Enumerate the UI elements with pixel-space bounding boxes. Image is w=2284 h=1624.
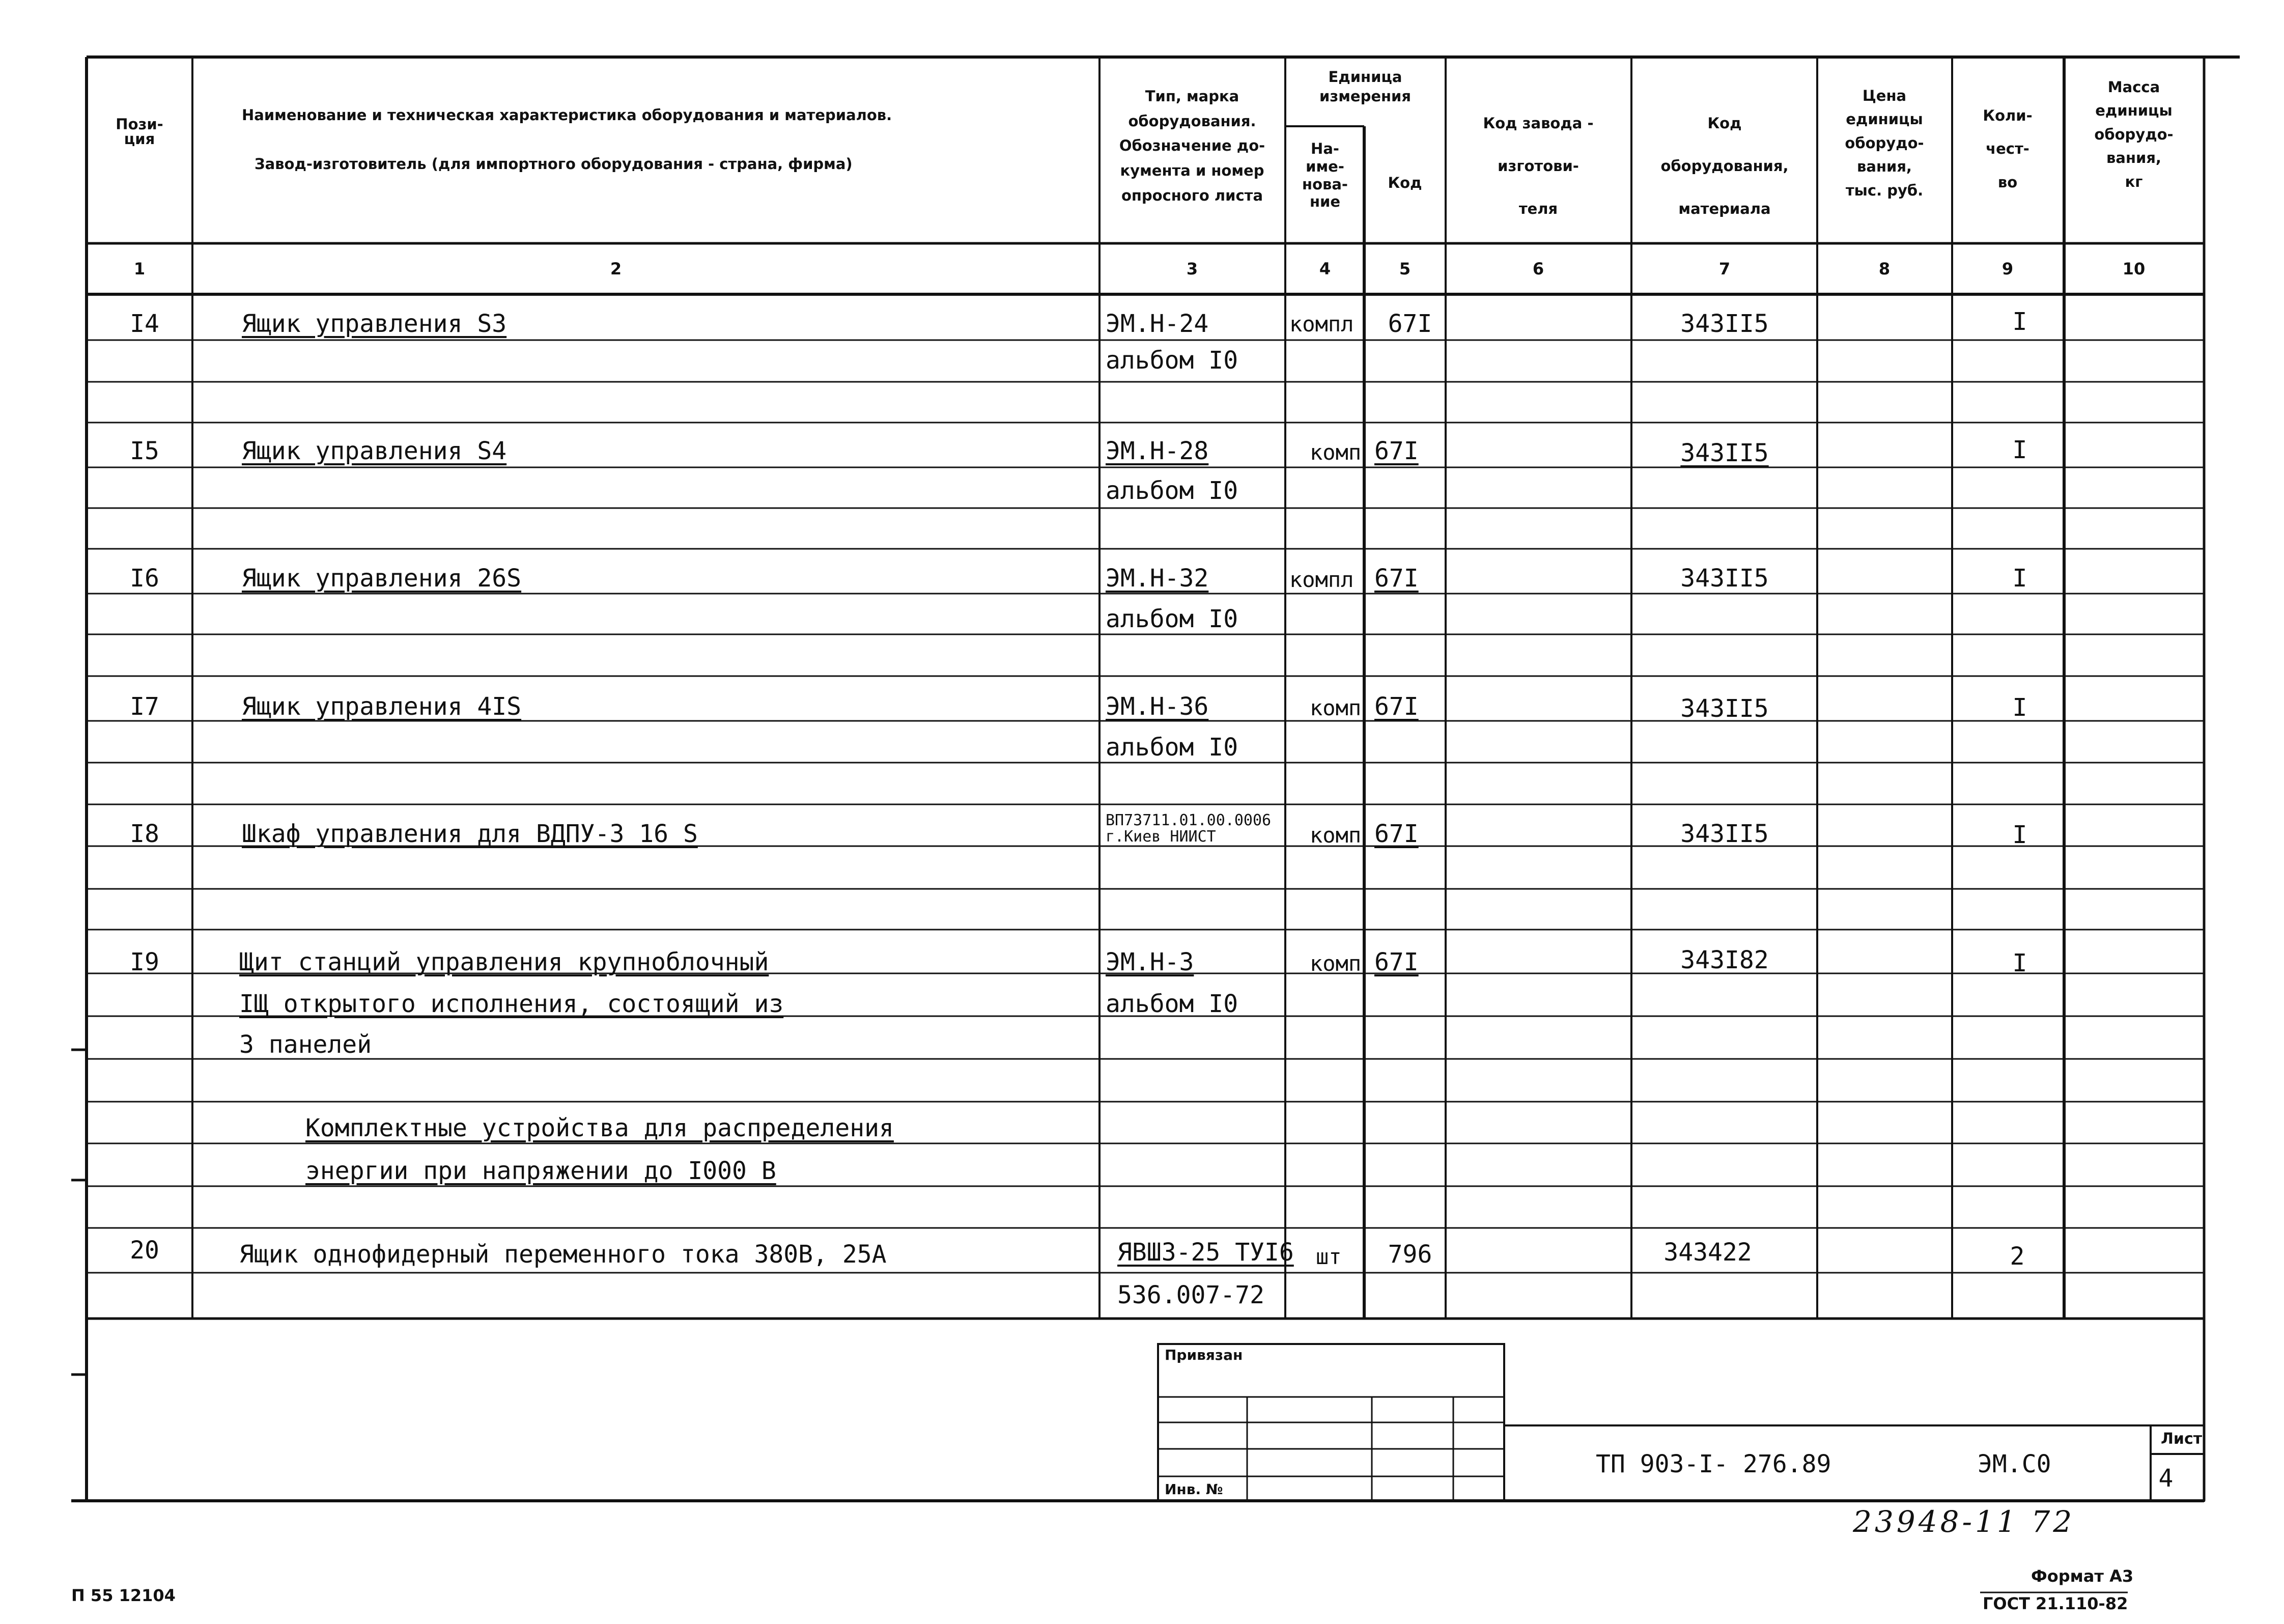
stamp-doc-code: ТП 903-I- 276.89 <box>1596 1450 1831 1478</box>
stamp-privyazan: Привязан <box>1165 1347 1243 1363</box>
row-position: I7 <box>130 692 159 721</box>
row-type-line2: 536.007-72 <box>1117 1281 1264 1309</box>
header-type: Тип, марка оборудования. Обозначение до- кумента и номер опросного листа <box>1119 88 1265 204</box>
row-type: ЭМ.Н-36 <box>1106 692 1209 721</box>
colnum-4: 4 <box>1319 259 1331 278</box>
row-unit: комп <box>1310 823 1362 848</box>
colnum-3: 3 <box>1186 259 1198 278</box>
row-equipment-code: 343II5 <box>1680 310 1769 338</box>
row-equipment-code: 343II5 <box>1680 439 1769 467</box>
row-unit: комп <box>1310 440 1362 465</box>
footer-gost: ГОСТ 21.110-82 <box>1983 1594 2128 1613</box>
row-quantity: 2 <box>2010 1242 2025 1271</box>
row-equipment-code: 343422 <box>1663 1238 1752 1267</box>
row-name: Ящик управления 26S <box>242 564 522 593</box>
header-equipment-code: Код оборудования, материала <box>1660 115 1789 218</box>
stamp-sheet-number: 4 <box>2158 1464 2174 1493</box>
row-type: ЯВШЗ-25 ТУI6 <box>1117 1238 1294 1267</box>
row-type-line2: альбом I0 <box>1106 733 1238 762</box>
row-quantity: I <box>2012 821 2027 849</box>
colnum-1: 1 <box>133 259 146 278</box>
row-type-line2: альбом I0 <box>1106 990 1238 1018</box>
header-quantity: Коли- чест- во <box>1983 107 2033 191</box>
colnum-2: 2 <box>610 259 622 278</box>
footer-left-code: П 55 12104 <box>71 1586 176 1605</box>
row-type: ЭМ.Н-3 <box>1106 948 1194 976</box>
row-unit: компл <box>1289 567 1354 592</box>
row-position: I6 <box>130 564 159 593</box>
row-unit-code: 67I <box>1374 692 1419 721</box>
row-equipment-code: 343II5 <box>1680 820 1769 848</box>
section-title-line1: Комплектные устройства для распределения <box>305 1114 894 1142</box>
row-name: Ящик управления S4 <box>242 437 507 465</box>
row-equipment-code: 343II5 <box>1680 694 1769 723</box>
header-unit-code: Код <box>1388 174 1422 191</box>
row-unit: комп <box>1310 695 1362 720</box>
colnum-5: 5 <box>1399 259 1411 278</box>
row-name-line3: 3 панелей <box>239 1030 372 1059</box>
header-unit-name: На- име- нова- ние <box>1302 140 1348 211</box>
row-equipment-code: 343II5 <box>1680 564 1769 593</box>
row-type: ЭМ.Н-32 <box>1106 564 1209 593</box>
colnum-7: 7 <box>1718 259 1731 278</box>
row-name: Ящик однофидерный переменного тока 380В, 25А <box>239 1240 887 1269</box>
row-unit: шт <box>1316 1244 1342 1269</box>
stamp-sheet-label: Лист <box>2161 1430 2203 1448</box>
row-position: I9 <box>130 948 159 976</box>
row-position: 20 <box>130 1236 159 1265</box>
row-type: ЭМ.Н-28 <box>1106 437 1209 465</box>
row-position: I4 <box>130 310 159 338</box>
row-type-line2: альбом I0 <box>1106 346 1238 375</box>
header-manufacturer-code: Код завода - изготови- теля <box>1483 115 1594 218</box>
colnum-9: 9 <box>2001 259 2014 278</box>
row-type-line2: г.Киев НИИСТ <box>1106 828 1216 846</box>
header-price: Цена единицы оборудо- вания, тыс. руб. <box>1845 87 1924 199</box>
colnum-10: 10 <box>2122 259 2146 278</box>
stamp-sheet-code: ЭМ.С0 <box>1978 1450 2051 1478</box>
row-unit-code: 67I <box>1388 310 1432 338</box>
row-unit-code: 796 <box>1388 1240 1432 1269</box>
row-unit: компл <box>1289 312 1354 337</box>
row-name-line2: IЩ открытого исполнения, состоящий из <box>239 990 784 1018</box>
row-equipment-code: 343I82 <box>1680 946 1769 974</box>
colnum-8: 8 <box>1878 259 1891 278</box>
row-quantity: I <box>2012 693 2027 722</box>
row-quantity: I <box>2012 564 2027 593</box>
row-unit-code: 67I <box>1374 820 1419 848</box>
row-quantity: I <box>2012 307 2027 336</box>
row-name: Щит станций управления крупноблочный <box>239 948 769 976</box>
row-unit: комп <box>1310 951 1362 976</box>
footer-format: Формат А3 <box>2031 1566 2134 1586</box>
row-position: I8 <box>130 820 159 848</box>
header-name-line1: Наименование и техническая характеристика оборудования и материалов. <box>242 106 892 124</box>
row-unit-code: 67I <box>1374 564 1419 593</box>
row-name: Ящик управления S3 <box>242 310 507 338</box>
header-name-line2: Завод-изготовитель (для импортного оборудования - страна, фирма) <box>255 155 853 173</box>
row-name: Шкаф управления для ВДПУ-3 16 S <box>242 820 698 848</box>
section-title-line2: энергии при напряжении до I000 В <box>305 1157 776 1185</box>
row-name: Ящик управления 4IS <box>242 692 522 721</box>
row-type: ЭМ.Н-24 <box>1106 310 1209 338</box>
row-quantity: I <box>2012 436 2027 464</box>
handwritten-number: 23948-11 72 <box>1853 1504 2075 1539</box>
stamp-inv-no: Инв. № <box>1165 1481 1223 1498</box>
row-position: I5 <box>130 437 159 465</box>
row-type: ВП73711.01.00.0006 <box>1106 811 1272 829</box>
row-quantity: I <box>2012 949 2027 977</box>
row-unit-code: 67I <box>1374 948 1419 976</box>
header-unit-group: Единица измерения <box>1319 68 1411 105</box>
header-mass: Масса единицы оборудо- вания, кг <box>2094 78 2174 190</box>
colnum-6: 6 <box>1532 259 1544 278</box>
row-unit-code: 67I <box>1374 437 1419 465</box>
row-type-line2: альбом I0 <box>1106 477 1238 505</box>
header-position: Пози- ция <box>116 116 163 148</box>
row-type-line2: альбом I0 <box>1106 605 1238 633</box>
